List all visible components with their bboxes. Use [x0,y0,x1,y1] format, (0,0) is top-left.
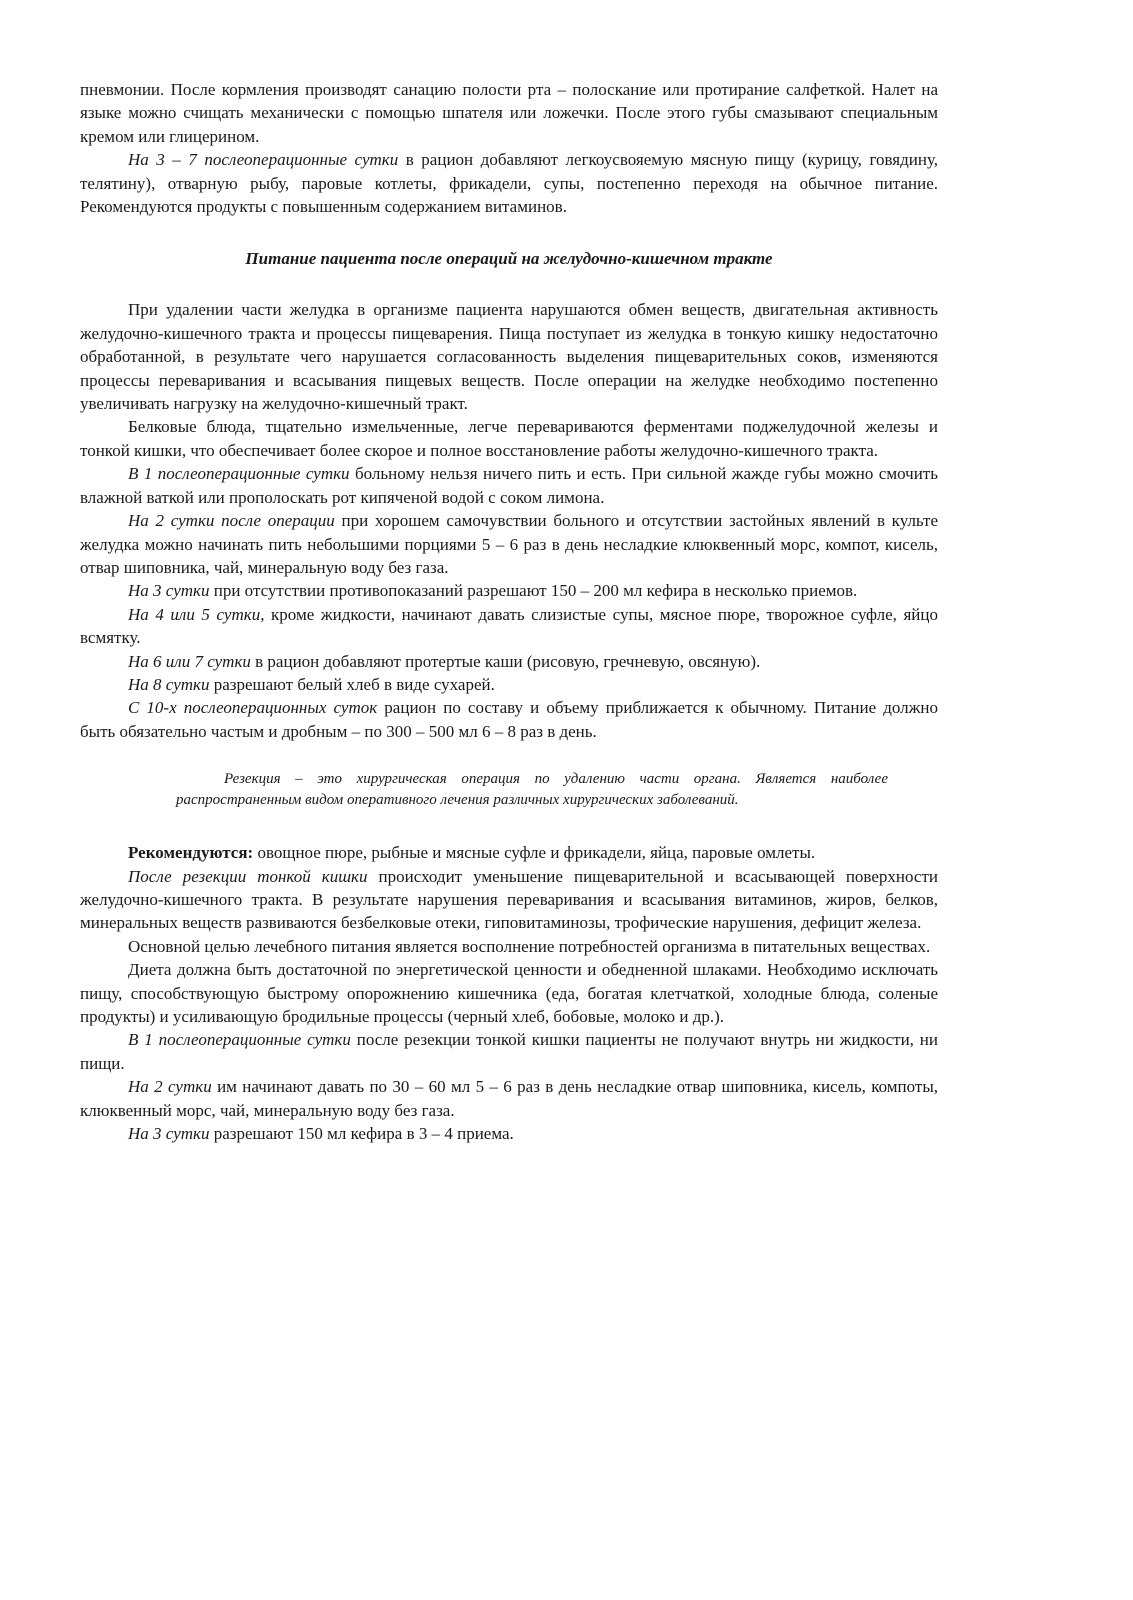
paragraph-lead: Рекомендуются: [128,843,254,863]
paragraph [80,1028,938,1075]
paragraph [80,462,938,509]
paragraph [80,509,938,579]
paragraph [80,148,938,218]
paragraph-lead: С 10-х послеоперационных суток [128,698,378,718]
paragraph-text: кроме жидкости, начинают давать слизистые супы, мясное пюре, творожное суфле, яйцо всмятку. [80,604,938,648]
paragraph-text: в рацион добавляют легкоусвояемую мясную пищу (курицу, говядину, телятину), отварную рыбу, паровые котлеты, фрикадели, супы, постепенно переходя на обычное питание. Рекомендуются продукты с повышенным содержанием витаминов. [80,150,939,217]
document-page [80,78,938,1145]
paragraph-text: после резекции тонкой кишки пациенты не получают внутрь ни жидкости, ни пищи. [80,1030,938,1073]
paragraph-text: рацион по составу и объему приближается к обычному. Питание должно быть обязательно частым и дробным – по 300 – 500 мл 6 – 8 раз в день. [80,698,938,741]
paragraph [80,650,938,673]
paragraph [80,841,938,864]
paragraph-text: в рацион добавляют протертые каши (рисовую, гречневую, овсяную). [250,651,761,671]
paragraph-text: разрешают белый хлеб в виде сухарей. [209,674,495,694]
paragraph-lead: На 3 сутки [128,581,210,601]
paragraph-text: овощное пюре, рыбные и мясные суфле и фрикадели, яйца, паровые омлеты. [253,843,816,863]
paragraph [80,696,938,743]
paragraph [80,865,938,935]
paragraph: пневмонии. После кормления производят санацию полости рта – полоскание или протирание салфеткой. Налет на языке можно счищать механически с помощью шпателя или ложечки. После этого губы смазывают специальным кремом или глицерином. [80,80,938,146]
paragraph-lead: На 4 или 5 сутки, [128,604,265,624]
paragraph: Белковые блюда, тщательно измельченные, легче перевариваются ферментами поджелудочной железы и тонкой кишки, что обеспечивает более скорое и полное восстановление работы желудочно-кишечного тракта. [80,417,938,460]
paragraph-lead: В 1 послеоперационные сутки [128,1030,351,1050]
paragraph-lead: На 6 или 7 сутки [128,651,251,671]
paragraph [80,1075,938,1122]
paragraph-text: больному нельзя ничего пить и есть. При сильной жажде губы можно смочить влажной ваткой или прополоскать рот кипяченой водой с соком лимона. [80,464,938,507]
paragraph-lead: На 8 сутки [128,674,210,694]
paragraph-text: при отсутствии противопоказаний разрешают 150 – 200 мл кефира в несколько приемов. [209,581,858,601]
definition-note: Резекция – это хирургическая операция по удалению части органа. Является наиболее распространенным видом оперативного лечения различных хирургических заболеваний. [176,771,888,809]
paragraph [80,1122,938,1145]
paragraph-lead: На 3 – 7 послеоперационные сутки [128,150,399,170]
section-heading: Питание пациента после операций на желудочно-кишечном тракте [245,249,773,269]
paragraph: При удалении части желудка в организме пациента нарушаются обмен веществ, двигательная активность желудочно-кишечного тракта и процессы пищеварения. Пища поступает из желудка в тонкую кишку недостаточно обработанной, в результате чего нарушается согласованность выделения пищеварительных соков, изменяются процессы переваривания и всасывания пищевых веществ. После операции на желудке необходимо постепенно увеличивать нагрузку на желудочно-кишечный тракт. [80,300,938,414]
paragraph-lead: В 1 послеоперационные сутки [128,464,350,484]
paragraph-lead: На 2 сутки [128,1077,212,1097]
paragraph-lead: На 3 сутки [128,1124,210,1144]
paragraph-text: при хорошем самочувствии больного и отсутствии застойных явлений в культе желудка можно начинать пить небольшими порциями 5 – 6 раз в день несладкие клюквенный морс, компот, кисель, отвар шиповника, чай, минеральную воду без газа. [80,511,939,577]
paragraph-text: им начинают давать по 30 – 60 мл 5 – 6 раз в день несладкие отвар шиповника, кисель, компоты, клюквенный морс, чай, минеральную воду без газа. [80,1077,938,1120]
paragraph: Диета должна быть достаточной по энергетической ценности и обедненной шлаками. Необходимо исключать пищу, способствующую быстрому опорожнению кишечника (еда, богатая клетчаткой, холодные блюда, соленые продукты) и усиливающую бродильные процессы (черный хлеб, бобовые, молоко и др.). [80,960,938,1026]
paragraph-text: разрешают 150 мл кефира в 3 – 4 приема. [209,1124,514,1144]
paragraph [80,579,938,602]
paragraph-lead: На 2 сутки после операции [128,511,335,531]
paragraph: Основной целью лечебного питания является восполнение потребностей организма в питательных веществах. [128,936,931,956]
paragraph-lead: После резекции тонкой кишки [128,866,368,886]
paragraph [80,673,938,696]
paragraph-text: происходит уменьшение пищеварительной и всасывающей поверхности желудочно-кишечного тракта. В результате нарушения переваривания и всасывания витаминов, жиров, белков, минеральных веществ развиваются безбелковые отеки, гиповитаминозы, трофические нарушения, дефицит железа. [80,866,938,933]
paragraph [80,603,938,650]
